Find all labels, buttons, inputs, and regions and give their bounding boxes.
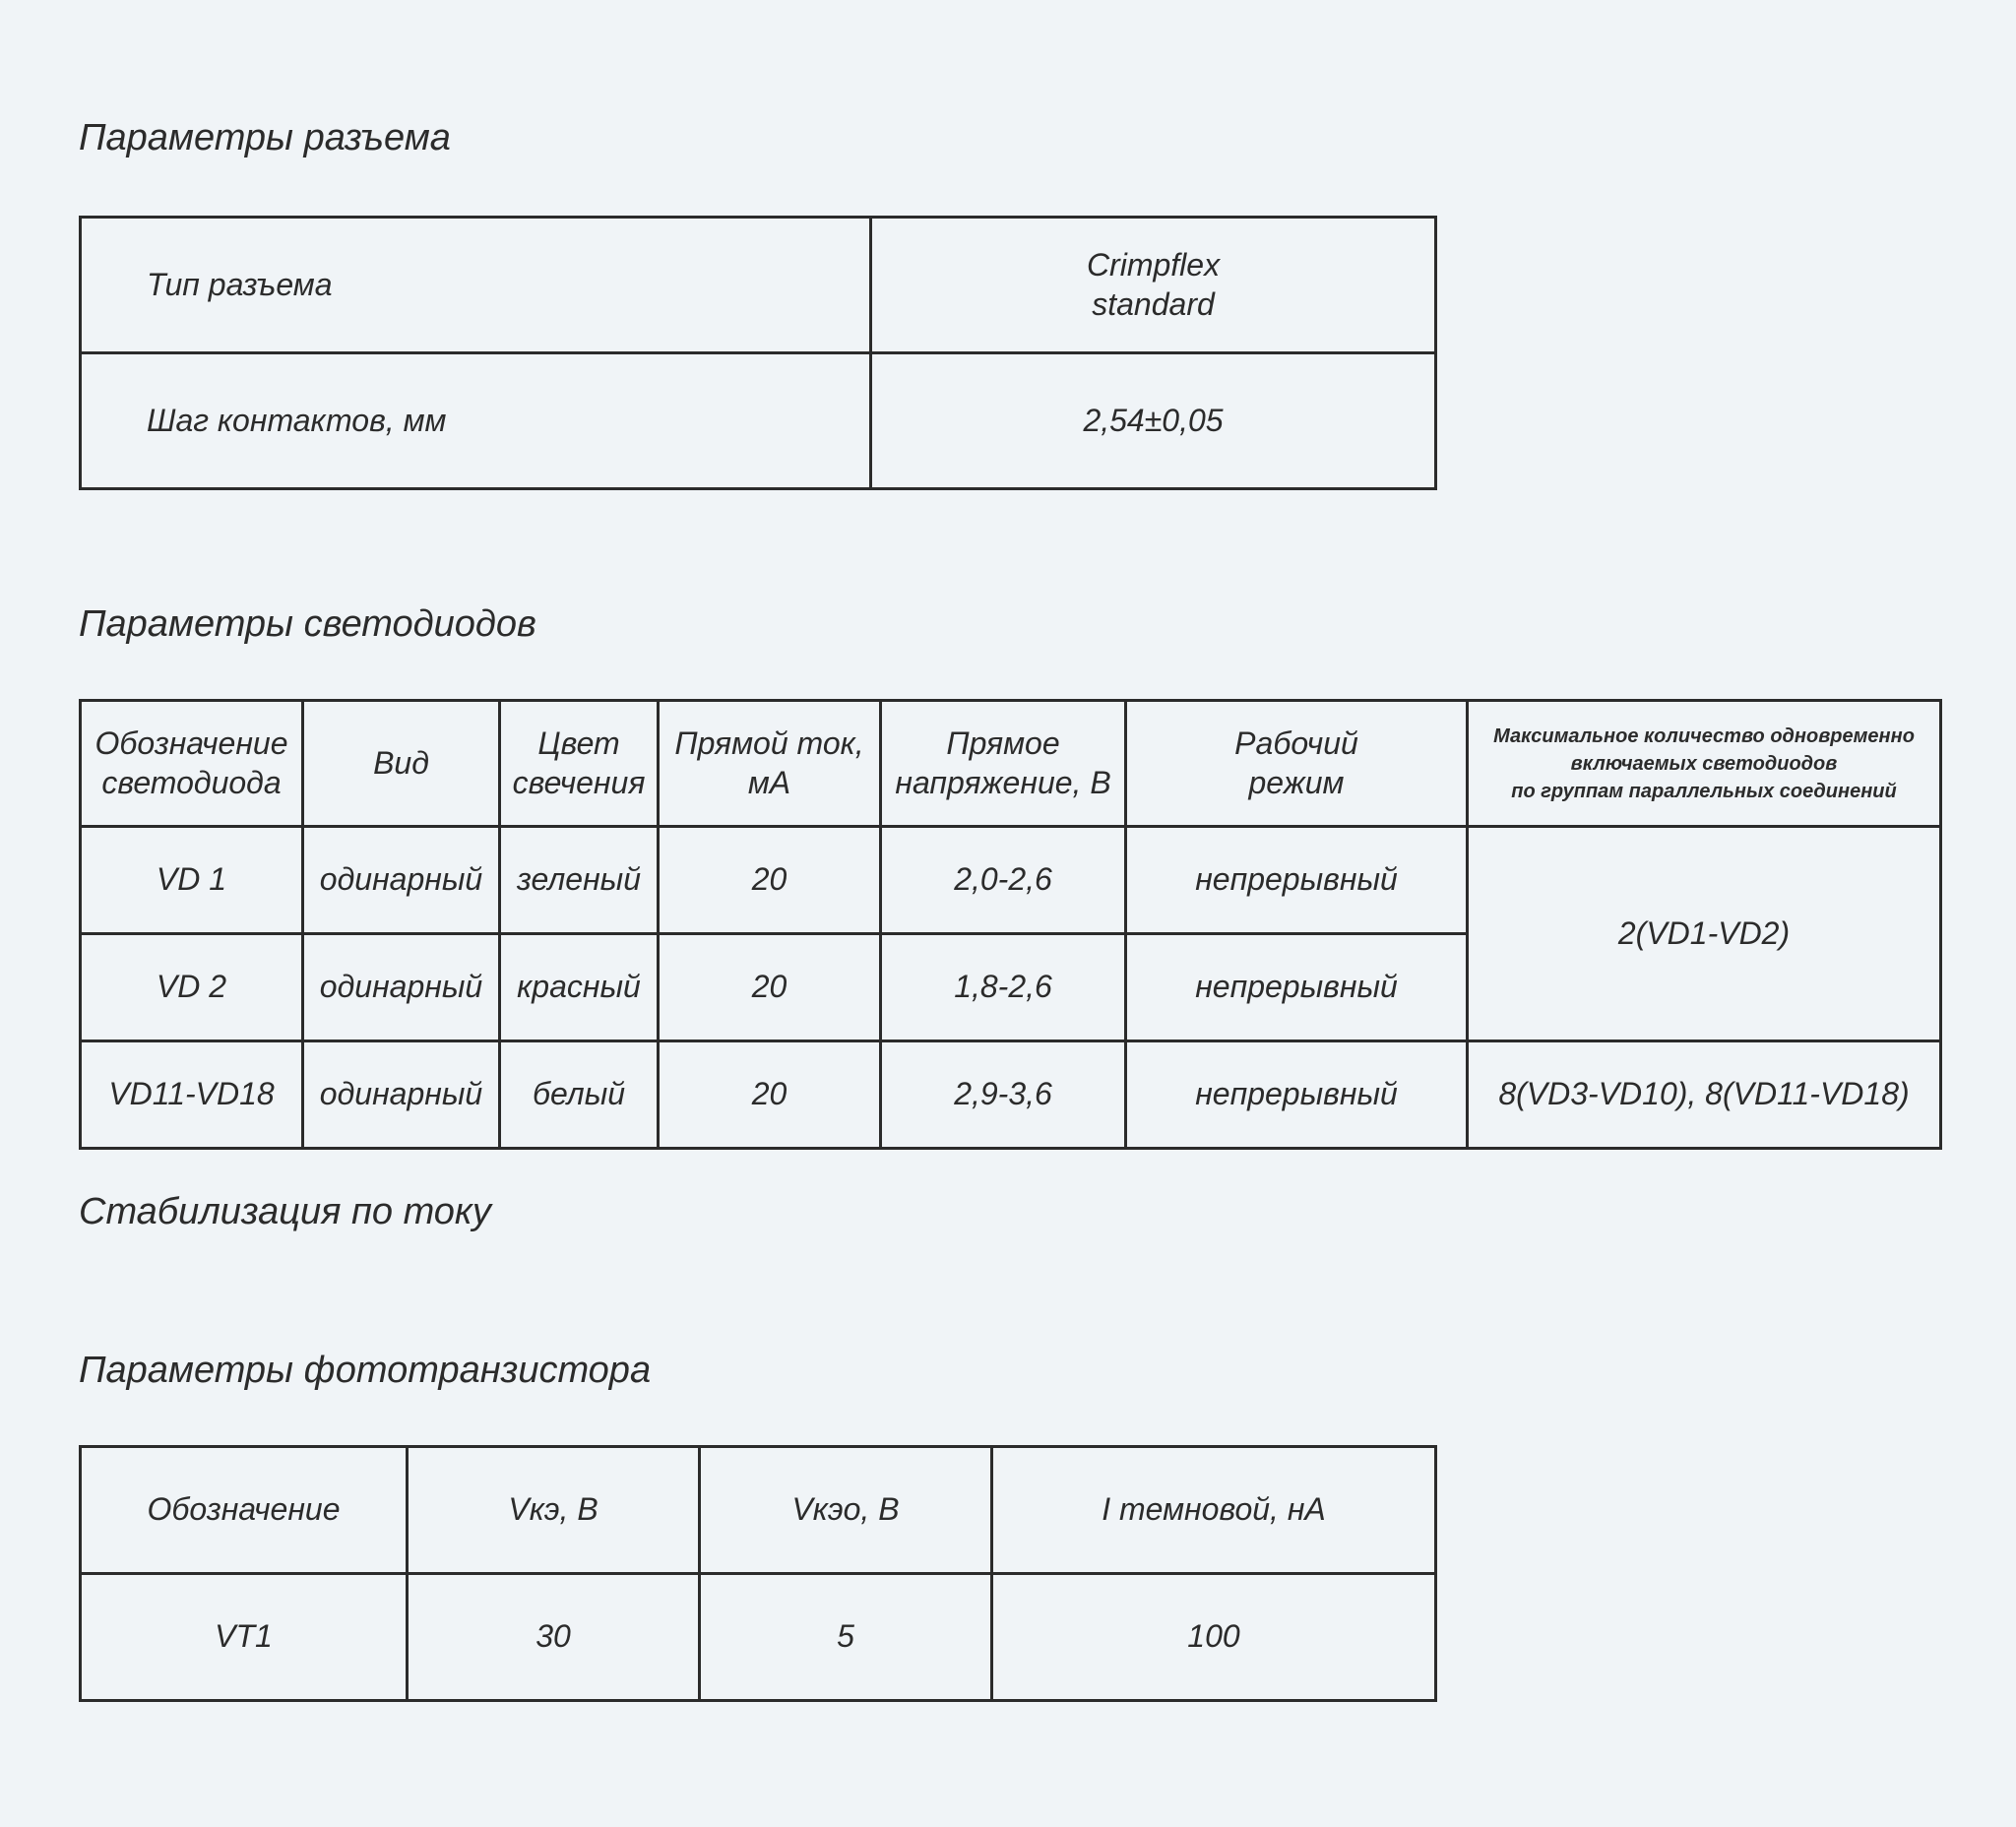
header-line: Цвет <box>537 725 620 762</box>
header-line: Прямой ток, <box>674 725 864 762</box>
header-forward-current <box>659 701 881 827</box>
led-voltage: 2,0-2,6 <box>881 827 1126 934</box>
pin-pitch-value-line: 2,54±0,05 <box>1083 402 1224 438</box>
led-designation: VD11-VD18 <box>81 1041 303 1149</box>
pin-pitch-label: Шаг контактов, мм <box>81 353 871 489</box>
led-designation: VD 1 <box>81 827 303 934</box>
header-line: Прямое <box>946 725 1060 762</box>
leds-heading: Параметры светодиодов <box>79 603 536 645</box>
table-row <box>81 218 1436 353</box>
leds-table <box>79 699 1942 1150</box>
header-operating-mode <box>1126 701 1468 827</box>
table-row <box>81 1041 1941 1149</box>
header-designation: Обозначение <box>81 1447 408 1574</box>
led-mode: непрерывный <box>1126 827 1468 934</box>
header-vce: Vкэ, В <box>408 1447 700 1574</box>
led-kind: одинарный <box>303 934 500 1041</box>
connector-type-label: Тип разъема <box>81 218 871 353</box>
header-dark-current: I темновой, нА <box>992 1447 1436 1574</box>
led-current: 20 <box>659 1041 881 1149</box>
table-header-row <box>81 701 1941 827</box>
table-row <box>81 827 1941 934</box>
led-kind: одинарный <box>303 827 500 934</box>
vt-vceo: 5 <box>700 1574 992 1701</box>
header-line: свечения <box>512 764 646 800</box>
phototransistor-table <box>79 1445 1437 1702</box>
led-max-group-1: 2(VD1-VD2) <box>1468 827 1941 1041</box>
led-kind: одинарный <box>303 1041 500 1149</box>
header-line: Обозначение <box>94 725 288 762</box>
header-line: режим <box>1248 764 1345 800</box>
header-line: Вид <box>373 744 429 781</box>
led-color: красный <box>500 934 659 1041</box>
led-voltage: 1,8-2,6 <box>881 934 1126 1041</box>
led-voltage: 2,9-3,6 <box>881 1041 1126 1149</box>
header-line: включаемых светодиодов <box>1570 752 1838 775</box>
led-color: белый <box>500 1041 659 1149</box>
led-mode: непрерывный <box>1126 1041 1468 1149</box>
header-line: Рабочий <box>1234 725 1358 762</box>
header-line: Максимальное количество одновременно <box>1493 724 1915 747</box>
connector-type-value-line: standard <box>1092 285 1215 322</box>
led-current: 20 <box>659 934 881 1041</box>
table-header-row <box>81 1447 1436 1574</box>
header-line: по группам параллельных соединений <box>1511 780 1897 802</box>
header-line: светодиода <box>101 764 282 800</box>
led-max-group-2: 8(VD3-VD10), 8(VD11-VD18) <box>1468 1041 1941 1149</box>
header-line: напряжение, В <box>895 764 1111 800</box>
vt-dark-current: 100 <box>992 1574 1436 1701</box>
led-mode: непрерывный <box>1126 934 1468 1041</box>
led-color: зеленый <box>500 827 659 934</box>
header-designation <box>81 701 303 827</box>
header-vceo: Vкэо, В <box>700 1447 992 1574</box>
connector-type-value-line: Crimpflex <box>1086 247 1221 284</box>
vt-designation: VT1 <box>81 1574 408 1701</box>
connector-heading: Параметры разъема <box>79 117 451 158</box>
connector-table <box>79 216 1437 490</box>
current-stabilization-note: Стабилизация по току <box>79 1191 491 1232</box>
vt-vce: 30 <box>408 1574 700 1701</box>
connector-type-value <box>871 218 1436 353</box>
header-line: мА <box>747 764 791 800</box>
header-forward-voltage <box>881 701 1126 827</box>
header-max-groups <box>1468 701 1941 827</box>
led-designation: VD 2 <box>81 934 303 1041</box>
pin-pitch-value <box>871 353 1436 489</box>
table-row <box>81 353 1436 489</box>
phototransistor-heading: Параметры фототранзистора <box>79 1350 652 1391</box>
table-row <box>81 1574 1436 1701</box>
led-current: 20 <box>659 827 881 934</box>
header-color <box>500 701 659 827</box>
header-kind <box>303 701 500 827</box>
